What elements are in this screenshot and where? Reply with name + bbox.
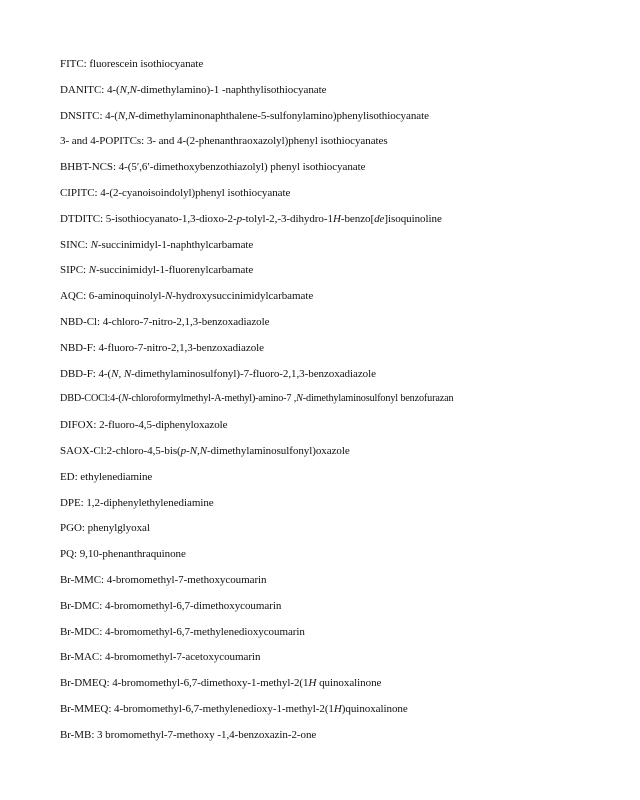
abbreviation-definition	[86, 497, 213, 509]
abbreviation-separator: :	[106, 677, 113, 690]
abbreviation-term: DBD-COCl	[60, 393, 108, 405]
definition-fragment: 4-bromomethyl-7-methoxycoumarin	[106, 573, 267, 586]
definition-fragment: 4-(	[110, 393, 122, 405]
abbreviation-separator: :	[99, 625, 105, 638]
definition-fragment: N	[121, 393, 129, 405]
abbreviation-term: PGO	[60, 522, 82, 535]
definition-fragment: 4-(	[106, 83, 120, 96]
abbreviation-term: DNSITC	[60, 109, 100, 122]
definition-fragment: 6-aminoquinolyl-	[88, 290, 165, 303]
definition-fragment: 1,2-diphenylethylenediamine	[86, 496, 214, 509]
definition-fragment: phenylglyoxal	[87, 522, 150, 535]
definition-fragment: de	[374, 212, 385, 225]
abbreviation-entry	[60, 391, 635, 417]
definition-fragment: 3- and 4-(2-phenanthraoxazolyl)phenyl isothiocyanates	[146, 135, 388, 148]
definition-fragment: N,	[111, 367, 122, 380]
abbreviation-term: SAOX-Cl	[60, 444, 104, 457]
definition-fragment: 3 bromomethyl-7-methoxy -1,4-benzoxazin-2-one	[97, 728, 317, 741]
definition-fragment: -benzo[	[340, 212, 375, 225]
abbreviation-separator: :	[113, 161, 119, 174]
definition-fragment: 4-(5′,6′-dimethoxybenzothiazolyl) phenyl isothiocyanate	[118, 161, 366, 174]
abbreviation-entry	[60, 340, 635, 366]
definition-fragment: 4-(	[105, 109, 118, 122]
definition-fragment: N	[123, 367, 132, 380]
definition-fragment: N,N	[119, 83, 137, 96]
abbreviation-entry	[60, 262, 635, 288]
abbreviation-separator: :	[92, 341, 99, 354]
abbreviation-term: Br-MB	[60, 728, 92, 741]
definition-fragment: p-N,N	[180, 444, 208, 457]
abbreviation-definition	[89, 58, 203, 70]
abbreviation-definition	[107, 445, 350, 457]
definition-fragment: -chloroformylmethyl-A-methyl)-amino-7 ,	[128, 393, 297, 405]
definition-fragment: quinoxalinone	[316, 677, 382, 690]
definition-fragment: -succinimidyl-1-fluorenylcarbamate	[96, 264, 254, 277]
abbreviation-separator: :	[107, 393, 111, 405]
definition-fragment: H	[333, 702, 342, 715]
abbreviation-separator: :	[99, 651, 105, 664]
definition-fragment: ]isoquinoline	[384, 212, 442, 225]
abbreviation-separator: :	[81, 522, 88, 535]
abbreviation-entry	[60, 520, 635, 546]
abbreviation-separator: :	[96, 315, 103, 328]
abbreviation-entry	[60, 495, 635, 521]
abbreviation-entry	[60, 701, 635, 727]
abbreviation-definition	[119, 161, 366, 173]
abbreviation-entry	[60, 624, 635, 650]
definition-fragment: N	[88, 264, 97, 277]
abbreviation-separator: :	[80, 496, 87, 509]
definition-fragment: 4-bromomethyl-6,7-dimethoxy-1-methyl-2(1	[112, 677, 309, 690]
abbreviation-separator: :	[101, 83, 107, 96]
definition-fragment: )quinoxalinone	[341, 702, 408, 715]
abbreviation-term: NBD-F	[60, 341, 93, 354]
definition-fragment: H	[332, 212, 341, 225]
definition-fragment: -succinimidyl-1-naphthylcarbamate	[97, 238, 254, 251]
definition-fragment: 2-fluoro-4,5-diphenyloxazole	[99, 419, 228, 432]
abbreviation-separator: :	[83, 264, 89, 277]
abbreviation-term: DPE	[60, 496, 81, 509]
definition-fragment: 9,10-phenanthraquinone	[79, 548, 186, 561]
abbreviation-separator: :	[91, 728, 98, 741]
abbreviation-entry	[60, 288, 635, 314]
definition-fragment: ethylenediamine	[80, 470, 153, 483]
abbreviation-entry	[60, 598, 635, 624]
definition-fragment: -dimethylaminosulfonyl benzofurazan	[302, 393, 454, 405]
definition-fragment: N	[296, 393, 303, 405]
definition-fragment: 5-isothiocyanato-1,3-dioxo-2-	[105, 212, 237, 225]
abbreviation-definition	[89, 264, 253, 276]
definition-fragment: -dimethylaminonaphthalene-5-sulfonylamino)phenylisothiocyanate	[135, 109, 429, 122]
abbreviation-separator: :	[94, 186, 101, 199]
abbreviation-entry	[60, 133, 635, 159]
abbreviation-definition	[105, 626, 305, 638]
abbreviation-separator: :	[100, 212, 106, 225]
abbreviation-term: DBD-F	[60, 367, 93, 380]
definition-fragment: p	[236, 212, 243, 225]
abbreviation-definition	[105, 110, 429, 122]
definition-fragment: 2-chloro-4,5-bis(	[106, 444, 181, 457]
definition-fragment: N	[165, 290, 173, 303]
abbreviation-definition	[110, 393, 453, 404]
abbreviation-definition	[105, 651, 260, 663]
abbreviation-entry	[60, 727, 635, 753]
abbreviation-entry	[60, 649, 635, 675]
abbreviation-separator: :	[141, 135, 147, 148]
abbreviation-separator: :	[73, 548, 80, 561]
abbreviation-entry	[60, 314, 635, 340]
abbreviation-entry	[60, 159, 635, 185]
abbreviation-entry	[60, 546, 635, 572]
abbreviation-entry	[60, 108, 635, 134]
abbreviation-entry	[60, 443, 635, 469]
abbreviation-definition	[107, 574, 267, 586]
abbreviation-separator: :	[83, 290, 89, 303]
abbreviation-separator: :	[99, 599, 105, 612]
definition-fragment: 4-bromomethyl-6,7-methylenedioxycoumarin	[104, 625, 305, 638]
definition-fragment: -hydroxysuccinimidylcarbamate	[172, 290, 314, 303]
abbreviation-definition	[91, 239, 254, 251]
abbreviation-definition	[105, 600, 281, 612]
abbreviation-term: DTDITC	[60, 212, 101, 225]
abbreviation-term: AQC	[60, 290, 84, 303]
abbreviation-definition	[106, 213, 442, 225]
definition-fragment: 4-chloro-7-nitro-2,1,3-benzoxadiazole	[102, 315, 270, 328]
definition-fragment: 4-fluoro-7-nitro-2,1,3-benzoxadiazole	[98, 341, 265, 354]
abbreviation-term: CIPITC	[60, 186, 95, 199]
definition-fragment: 4-(2-cyanoisoindolyl)phenyl isothiocyanate	[100, 186, 291, 199]
abbreviation-definition	[98, 368, 375, 380]
abbreviation-term: DIFOX	[60, 419, 94, 432]
abbreviation-definition	[100, 187, 290, 199]
abbreviation-definition	[80, 471, 152, 483]
abbreviation-term: DANITC	[60, 83, 102, 96]
abbreviation-term: SINC	[60, 238, 85, 251]
definition-fragment: 4-bromomethyl-6,7-dimethoxycoumarin	[104, 599, 282, 612]
definition-fragment: N,N	[117, 109, 136, 122]
abbreviation-term: PQ	[60, 548, 74, 561]
abbreviation-definition	[103, 316, 270, 328]
abbreviation-entry	[60, 185, 635, 211]
abbreviation-separator: :	[83, 58, 90, 70]
abbreviation-entry	[60, 82, 635, 108]
abbreviation-term: BHBT-NCS	[60, 161, 113, 174]
abbreviation-term: ED	[60, 470, 75, 483]
definition-fragment: fluorescein isothiocyanate	[89, 58, 204, 70]
abbreviation-term: Br-MDC	[60, 625, 100, 638]
abbreviation-definition	[99, 419, 227, 431]
abbreviation-definition	[114, 703, 408, 715]
abbreviation-term: 3- and 4-POPITCs	[60, 135, 142, 148]
abbreviation-entry	[60, 417, 635, 443]
abbreviation-entry	[60, 211, 635, 237]
abbreviation-term: Br-MMEQ	[60, 702, 109, 715]
abbreviation-term: Br-MAC	[60, 651, 100, 664]
abbreviation-term: Br-DMC	[60, 599, 100, 612]
abbreviation-separator: :	[101, 573, 107, 586]
abbreviation-separator: :	[103, 444, 107, 457]
abbreviation-definition	[112, 677, 381, 689]
definition-fragment: -tolyl-2,-3-dihydro-1	[242, 212, 333, 225]
abbreviation-entry	[60, 469, 635, 495]
definition-fragment: 4-bromomethyl-7-acetoxycoumarin	[104, 651, 261, 664]
abbreviation-term: Br-DMEQ	[60, 677, 107, 690]
abbreviation-definition	[107, 84, 326, 96]
abbreviation-term: Br-MMC	[60, 573, 102, 586]
abbreviation-definition	[88, 522, 150, 534]
definition-fragment: 4-bromomethyl-6,7-methylenedioxy-1-methyl-2(1	[114, 702, 334, 715]
abbreviation-separator: :	[93, 419, 100, 432]
abbreviation-term: NBD-Cl	[60, 315, 97, 328]
abbreviation-definition	[98, 342, 264, 354]
abbreviation-term: SIPC	[60, 264, 84, 277]
definition-fragment: -dimethylaminosulfonyl)-7-fluoro-2,1,3-benzoxadiazole	[131, 367, 376, 380]
abbreviation-separator: :	[84, 238, 91, 251]
abbreviation-definition	[97, 729, 316, 741]
abbreviation-separator: :	[92, 367, 99, 380]
abbreviation-list	[60, 56, 635, 753]
definition-fragment: H	[308, 677, 317, 690]
abbreviation-definition	[89, 290, 313, 302]
abbreviation-separator: :	[108, 702, 115, 715]
abbreviation-entry	[60, 675, 635, 701]
abbreviation-entry	[60, 237, 635, 263]
abbreviation-definition	[147, 135, 388, 147]
abbreviation-term: FITC	[60, 58, 84, 70]
abbreviation-entry	[60, 56, 635, 82]
definition-fragment: 4-(	[98, 367, 112, 380]
definition-fragment: -dimethylaminosulfonyl)oxazole	[207, 444, 350, 457]
abbreviation-definition	[80, 548, 186, 560]
definition-fragment: -dimethylamino)-1 -naphthylisothiocyanate	[136, 83, 327, 96]
definition-fragment: N	[90, 238, 98, 251]
abbreviation-separator: :	[74, 470, 81, 483]
abbreviation-entry	[60, 572, 635, 598]
abbreviation-entry	[60, 366, 635, 392]
abbreviation-separator: :	[99, 109, 106, 122]
